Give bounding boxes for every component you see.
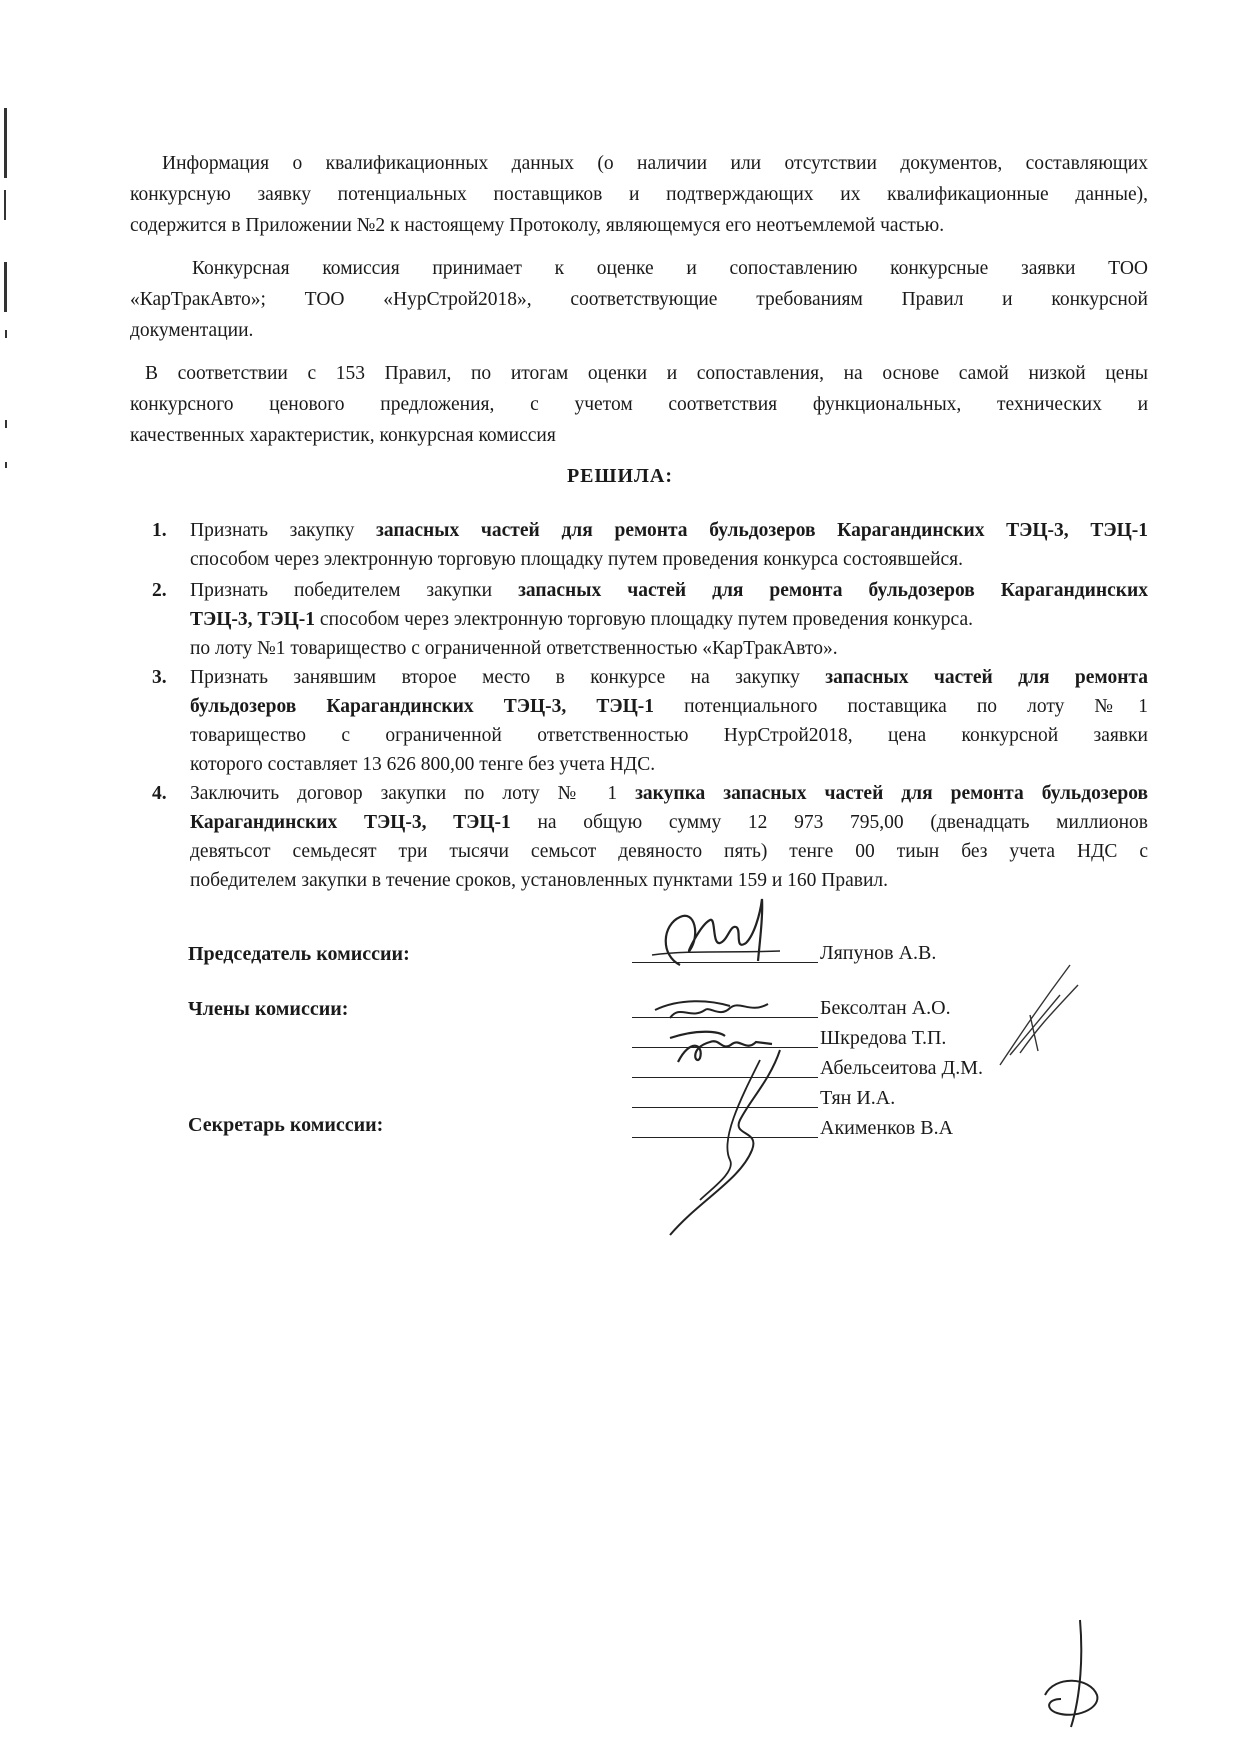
bold-segment: запасных частей для ремонта бульдозеров Карагандинских — [518, 580, 1149, 601]
text-segment: потенциального поставщика по лоту №1 — [654, 696, 1148, 717]
text-line — [190, 576, 1148, 605]
text-segment: способом через электронную торговую площадку путем проведения конкурса. — [315, 609, 973, 630]
text-line — [190, 605, 1148, 634]
scan-mark — [4, 190, 6, 220]
admission-paragraph — [130, 253, 1148, 346]
text-line: по лоту №1 товарищество с ограниченной ответственностью «КарТракАвто». — [190, 638, 838, 659]
bold-segment: запасных частей для ремонта — [825, 667, 1149, 688]
member-name: Шкредова Т.П. — [820, 1027, 947, 1049]
text-line: качественных характеристик, конкурсная комиссия — [130, 425, 556, 446]
text-segment: Признать победителем закупки — [190, 580, 519, 601]
text-segment: Признать занявшим второе место в конкурсе на закупку — [190, 667, 826, 688]
text-line: конкурсного ценового предложения, с учетом соответствия функциональных, технических и — [130, 394, 1148, 415]
text-line: победителем закупки в течение сроков, установленных пунктами 159 и 160 Правил. — [190, 870, 889, 891]
text-line: Конкурсная комиссия принимает к оценке и сопоставлению конкурсные заявки ТОО — [192, 258, 1148, 279]
text-line — [190, 779, 1148, 808]
text-line: которого составляет 13 626 800,00 тенге без учета НДС. — [190, 754, 656, 775]
member-name: Абельсеитова Д.М. — [820, 1057, 983, 1079]
bold-segment: ТЭЦ-3, ТЭЦ-1 — [190, 609, 316, 630]
scan-mark — [4, 262, 7, 312]
scan-mark — [4, 108, 7, 178]
text-line — [190, 516, 1148, 545]
chairman-label: Председатель комиссии: — [188, 943, 410, 965]
member-signature — [990, 955, 1090, 1075]
chairman-signature — [650, 895, 790, 975]
text-line: девятьсот семьдесят три тысячи семьсот девяносто пять) тенге 00 тиын без учета НДС с — [190, 841, 1148, 862]
decision-item — [130, 779, 1148, 895]
member-name: Бексолтан А.О. — [820, 997, 951, 1019]
text-line — [190, 692, 1148, 721]
decision-item — [130, 663, 1148, 779]
member-name: Тян И.А. — [820, 1087, 896, 1109]
decision-item — [130, 576, 1148, 663]
scan-mark — [5, 330, 7, 338]
bold-segment: Карагандинских ТЭЦ-3, ТЭЦ-1 — [190, 812, 511, 833]
text-segment: Признать закупку — [190, 520, 377, 541]
text-line: Информация о квалификационных данных (о наличии или отсутствии документов, составляющих — [162, 153, 1148, 174]
text-segment: Заключить договор закупки по лоту № 1 — [190, 783, 636, 804]
bold-segment: закупка запасных частей для ремонта бульдозеров — [635, 783, 1148, 804]
bold-segment: бульдозеров Карагандинских ТЭЦ-3, ТЭЦ-1 — [190, 696, 654, 717]
secretary-label: Секретарь комиссии: — [188, 1114, 384, 1136]
text-line: В соответствии с 153 Правил, по итогам оценки и сопоставления, на основе самой низкой цены — [145, 363, 1148, 384]
page-initials — [1035, 1615, 1115, 1735]
text-line — [190, 808, 1148, 837]
text-line — [190, 663, 1148, 692]
text-line: документации. — [130, 320, 254, 341]
evaluation-paragraph — [130, 358, 1148, 451]
chairman-name: Ляпунов А.В. — [820, 942, 937, 964]
secretary-name: Акименков В.А — [820, 1117, 954, 1139]
members-label: Члены комиссии: — [188, 998, 349, 1020]
text-line: конкурсную заявку потенциальных поставщиков и подтверждающих их квалификационные данные), — [130, 184, 1148, 205]
text-line: способом через электронную торговую площадку путем проведения конкурса состоявшейся. — [190, 549, 964, 570]
decision-list — [130, 516, 1148, 895]
text-segment: на общую сумму 12 973 795,00 (двенадцать миллионов — [510, 812, 1148, 833]
decision-number: 3. — [152, 667, 167, 688]
decision-number: 2. — [152, 580, 167, 601]
secretary-signature — [640, 1040, 800, 1240]
bold-segment: запасных частей для ремонта бульдозеров Карагандинских ТЭЦ-3, ТЭЦ-1 — [376, 520, 1148, 541]
scan-mark — [5, 420, 7, 428]
text-line: «КарТракАвто»; ТОО «НурСтрой2018», соответствующие требованиям Правил и конкурсной — [130, 289, 1148, 310]
text-line: товарищество с ограниченной ответственностью НурСтрой2018, цена конкурсной заявки — [190, 725, 1148, 746]
decision-number: 1. — [152, 520, 167, 541]
decision-item — [130, 516, 1148, 574]
decision-heading: РЕШИЛА: — [566, 465, 674, 487]
qualification-info-paragraph — [130, 148, 1148, 241]
decision-number: 4. — [152, 783, 167, 804]
text-line: содержится в Приложении №2 к настоящему Протоколу, являющемуся его неотъемлемой частью. — [130, 215, 945, 236]
